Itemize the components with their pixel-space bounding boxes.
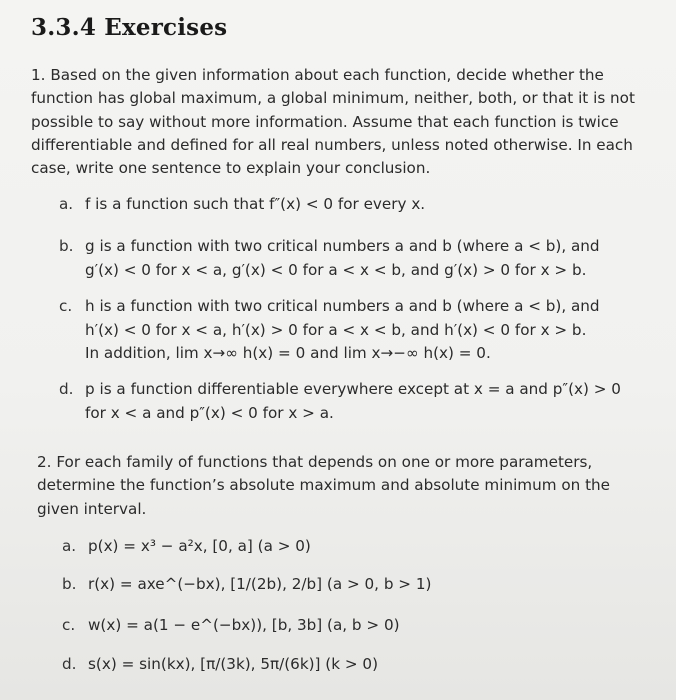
problem-1b-label: b. <box>59 237 74 255</box>
problem-2c-text: w(x) = a(1 − e^(−bx)), [b, 3b] (a, b > 0) <box>88 616 400 634</box>
problem-1c-line-2: h′(x) < 0 for x < a, h′(x) > 0 for a < x < b, and h′(x) < 0 for x > b. <box>85 320 587 339</box>
problem-1b-body <box>85 235 600 282</box>
problem-1c-line-3: In addition, lim x→∞ h(x) = 0 and lim x→−∞ h(x) = 0. <box>85 344 491 362</box>
problem-1-line-4: differentiable and defined for all real numbers, unless noted otherwise. In each <box>31 135 633 154</box>
problem-2d-text: s(x) = sin(kx), [π/(3k), 5π/(6k)] (k > 0) <box>88 655 379 673</box>
problem-2c-label: c. <box>62 616 76 634</box>
problem-2a-text: p(x) = x³ − a²x, [0, a] (a > 0) <box>88 537 311 555</box>
problem-2-line-1 <box>37 451 610 474</box>
problem-1d-body <box>85 378 621 425</box>
problem-2-line-2: determine the function’s absolute maximum and absolute minimum on the <box>37 476 611 495</box>
problem-2-number: 2. <box>37 453 52 471</box>
problem-1b-line-1: g is a function with two critical numbers a and b (where a < b), and <box>85 237 600 255</box>
problem-1-line-2: function has global maximum, a global minimum, neither, both, or that it is not <box>31 89 635 108</box>
problem-2b-label: b. <box>62 575 77 593</box>
problem-2-line-3: given interval. <box>37 499 147 518</box>
problem-1-intro <box>31 64 635 180</box>
problem-1d-line-2: for x < a and p″(x) < 0 for x > a. <box>85 403 334 422</box>
problem-2-text-1: For each family of functions that depends on one or more parameters, <box>56 453 593 471</box>
problem-1-number: 1. <box>31 66 46 84</box>
problem-2-intro <box>37 451 610 521</box>
problem-1c-line-1: h is a function with two critical numbers a and b (where a < b), and <box>85 297 600 315</box>
problem-1d-line-1: p is a function differentiable everywhere except at x = a and p″(x) > 0 <box>85 380 621 398</box>
problem-1c-label: c. <box>59 297 73 315</box>
problem-2b-text: r(x) = axe^(−bx), [1/(2b), 2/b] (a > 0, b > 1) <box>88 575 432 593</box>
problem-1-line-1 <box>31 64 635 87</box>
problem-1a-label: a. <box>59 195 74 213</box>
problem-2d-label: d. <box>62 655 77 673</box>
problem-1c-body <box>85 295 600 366</box>
problem-1-line-3: possible to say without more information. Assume that each function is twice <box>31 112 619 131</box>
problem-1-text-1: Based on the given information about each function, decide whether the <box>50 66 604 84</box>
problem-1a-text: f is a function such that f″(x) < 0 for every x. <box>85 195 426 213</box>
problem-1d-label: d. <box>59 380 74 398</box>
problem-2a-label: a. <box>62 537 77 555</box>
problem-1-line-5: case, write one sentence to explain your conclusion. <box>31 159 431 178</box>
problem-1b-line-2: g′(x) < 0 for x < a, g′(x) < 0 for a < x < b, and g′(x) > 0 for x > b. <box>85 260 587 279</box>
section-title: 3.3.4 Exercises <box>31 14 228 41</box>
